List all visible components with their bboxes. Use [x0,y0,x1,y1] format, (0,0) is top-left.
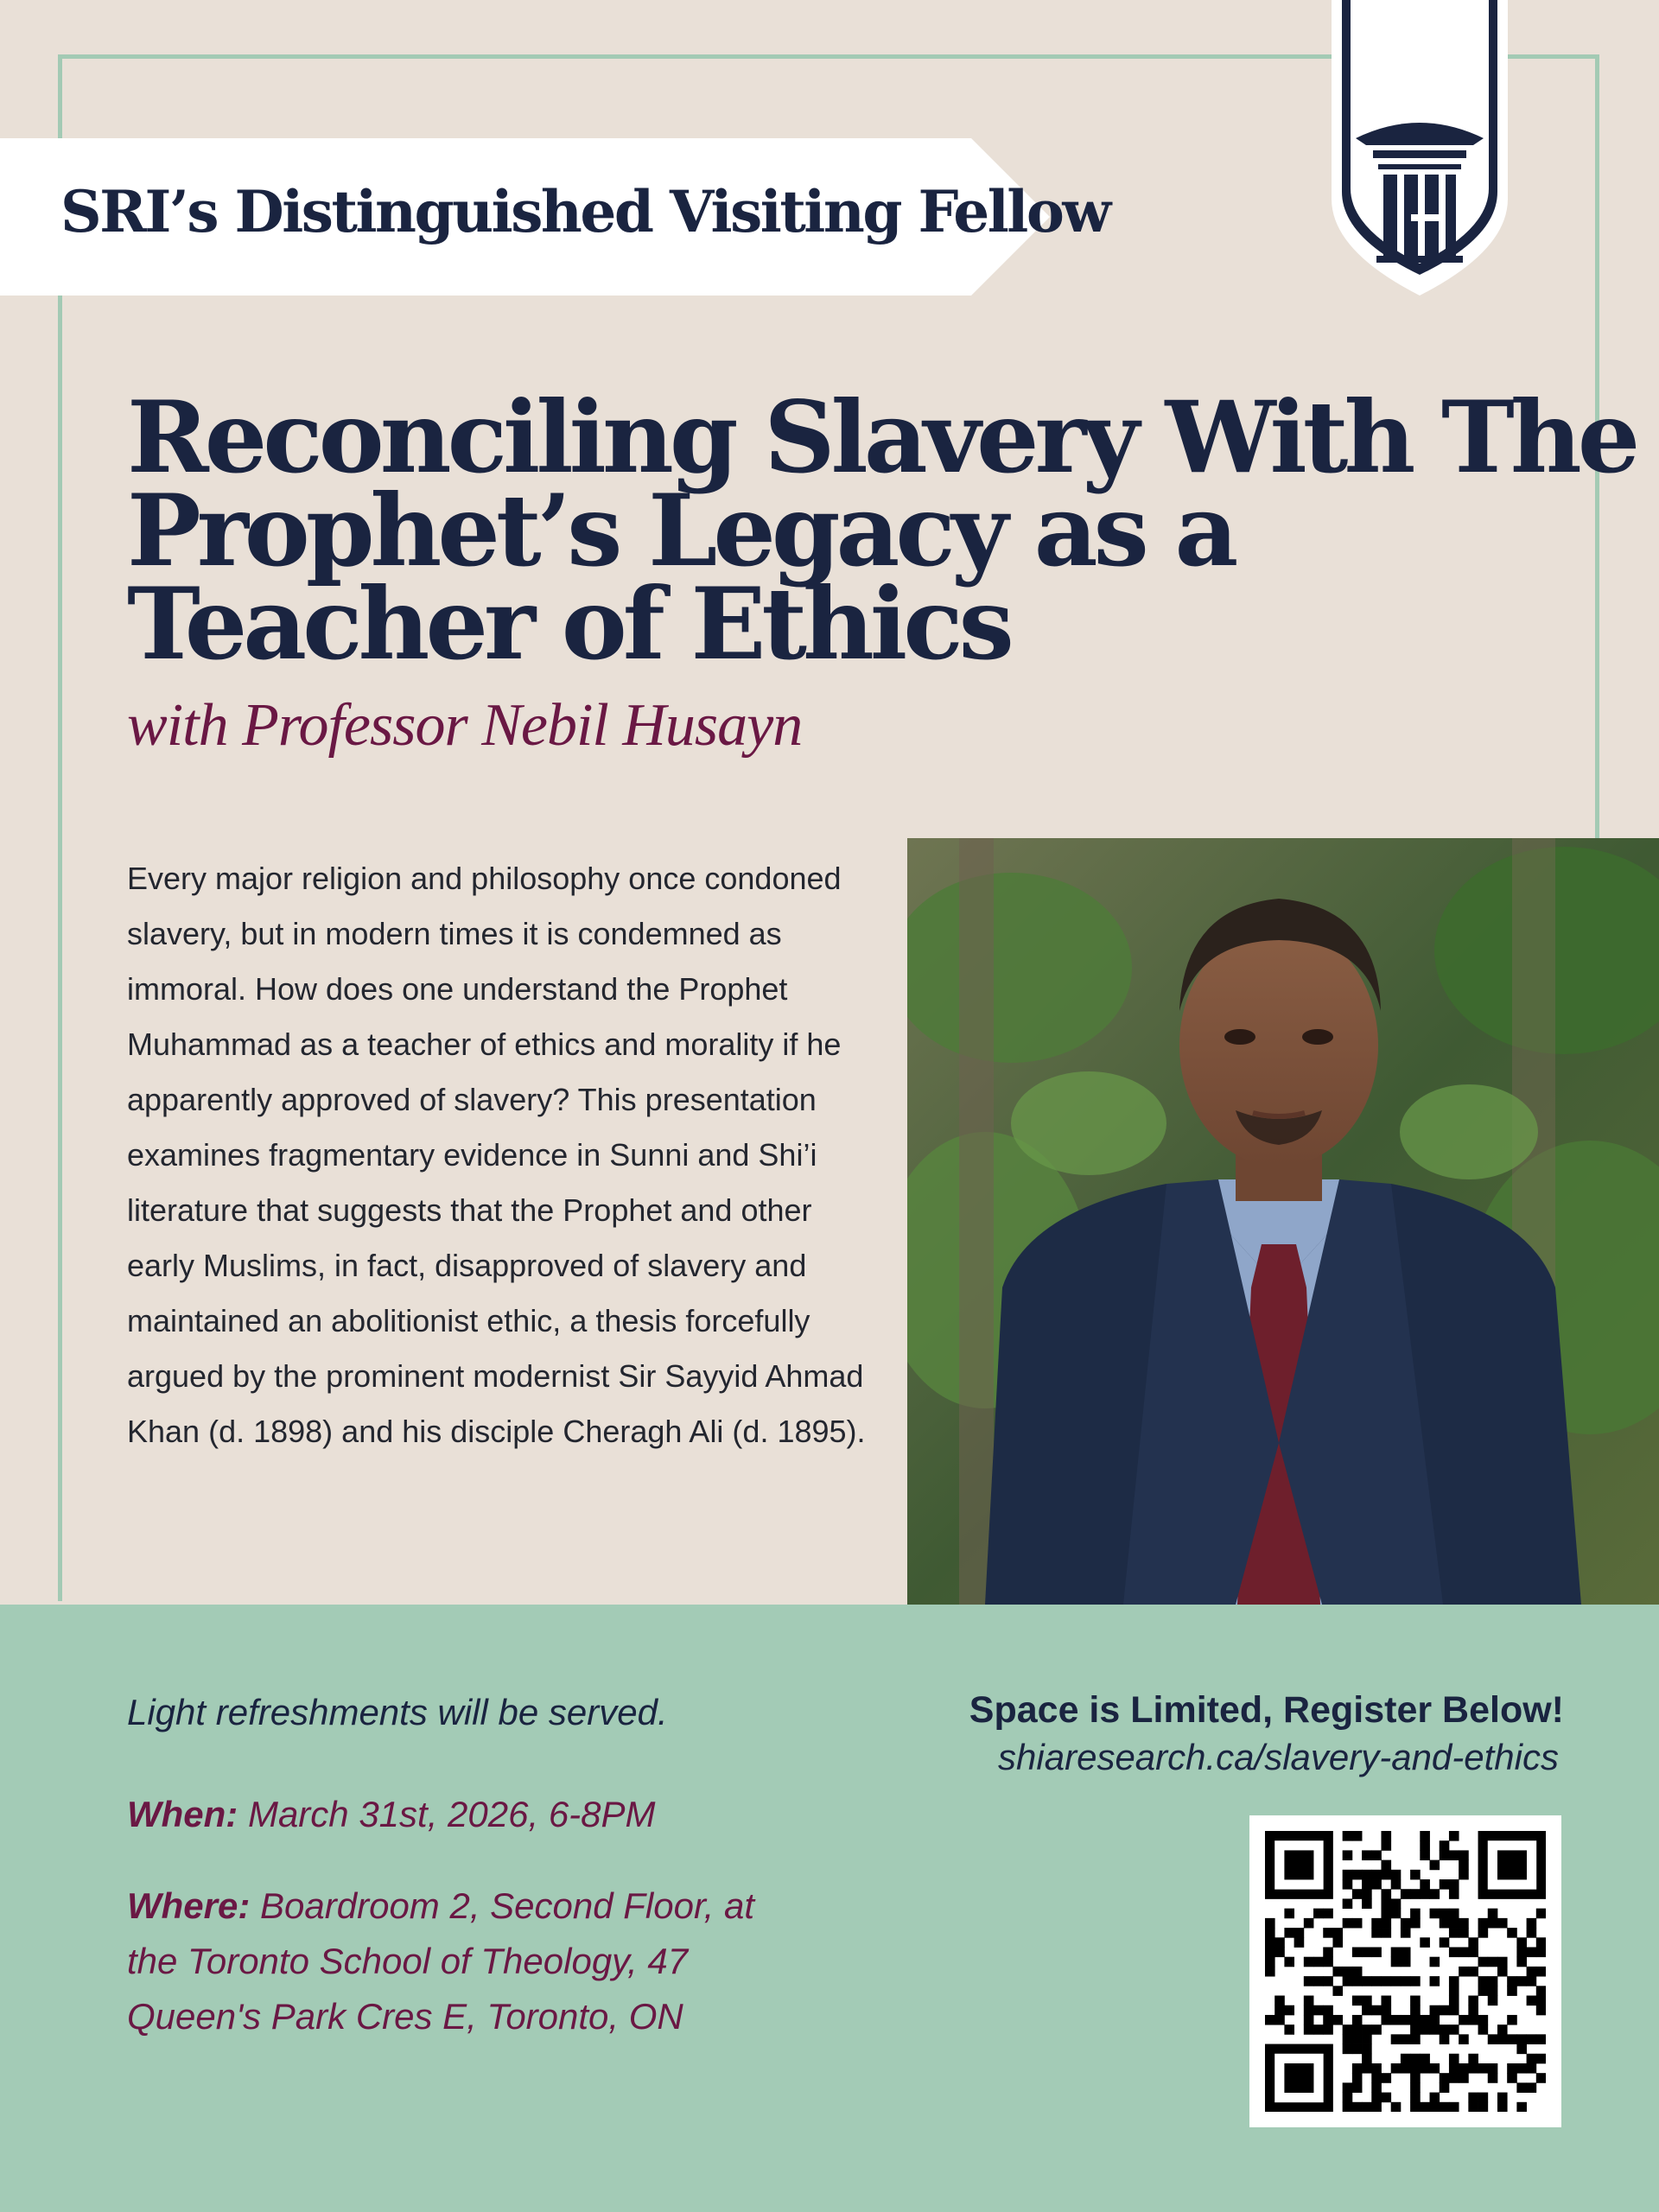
when-label: When: [127,1794,238,1834]
title-line-1: Reconciling Slavery With The [127,379,1637,495]
event-when [127,1787,656,1842]
pillar-shield-logo-icon [1325,0,1515,298]
title-line-3: Teacher of Ethics [127,566,1010,682]
where-label: Where: [127,1885,251,1926]
event-where [127,1878,784,2044]
speaker-portrait [907,838,1659,1605]
when-value: March 31st, 2026, 6-8PM [238,1794,656,1834]
fellow-ribbon [0,138,1109,296]
where-value: Boardroom 2, Second Floor, at the Toronto School of Theology, 47 Queen's Park Cres E, Toronto, ON [127,1885,755,2037]
event-description: Every major religion and philosophy once condoned slavery, but in modern times it is condemned as immoral. How does one understand the Prophet Muhammad as a teacher of ethics and morality if he apparently approved of slavery? This presentation examines fragmentary evidence in Sunni and Shi’i literature that suggests that the Prophet and other early Muslims, in fact, disapproved of slavery and maintained an abolitionist ethic, a thesis forcefully argued by the prominent modernist Sir Sayyid Ahmad Khan (d. 1898) and his disciple Cheragh Ali (d. 1895). [127,861,866,1449]
refreshments-note: Light refreshments will be served. [127,1692,668,1732]
speaker-subtitle: with Professor Nebil Husayn [127,692,803,759]
registration-link[interactable]: shiaresearch.ca/slavery-and-ethics [998,1737,1559,1777]
fellow-label: SRI’s Distinguished Visiting Fellow [60,178,1109,245]
register-heading: Space is Limited, Register Below! [969,1689,1564,1731]
event-title [127,379,1637,682]
title-line-2: Prophet’s Legacy as a [127,473,1235,588]
qr-code-icon[interactable] [1249,1815,1561,2127]
